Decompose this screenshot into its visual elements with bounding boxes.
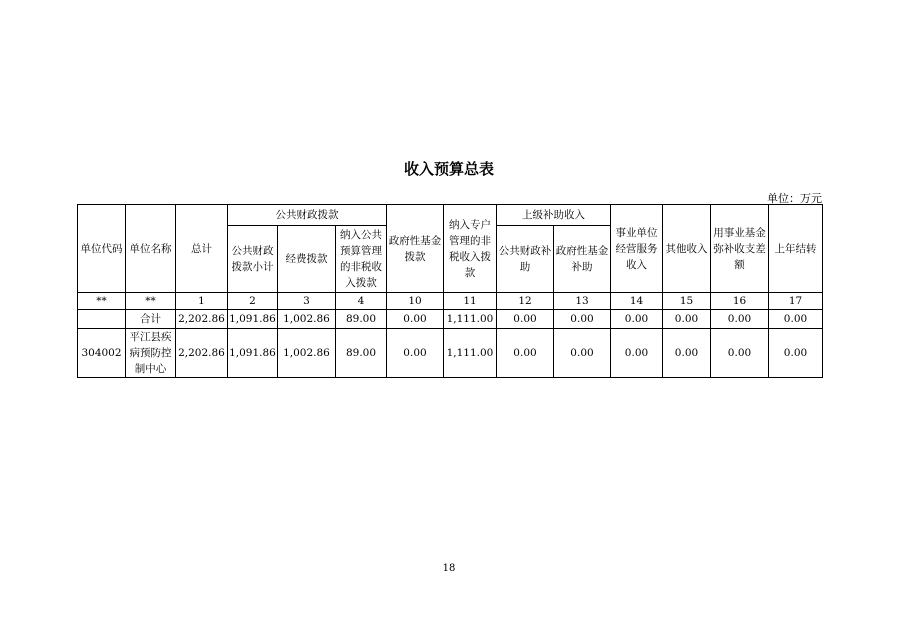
total-value-cell: 0.00 (663, 310, 711, 329)
total-value-cell: 1,002.86 (278, 310, 336, 329)
total-value-cell: 0.00 (711, 310, 769, 329)
header-prior-year-carryover: 上年结转 (769, 205, 823, 293)
total-value-cell: 0.00 (497, 310, 554, 329)
value-cell: 0.00 (554, 329, 611, 378)
total-value-cell: 2,202.86 (176, 310, 228, 329)
value-cell: 0.00 (769, 329, 823, 378)
page-number: 18 (442, 563, 456, 574)
unit-code-cell: 304002 (78, 329, 126, 378)
index-cell: 11 (444, 293, 497, 310)
index-cell: 15 (663, 293, 711, 310)
total-code-cell (78, 310, 126, 329)
index-cell: 16 (711, 293, 769, 310)
index-cell: 14 (611, 293, 663, 310)
total-value-cell: 89.00 (336, 310, 387, 329)
page-title: 收入预算总表 (403, 160, 494, 178)
income-budget-table (77, 204, 823, 378)
value-cell: 1,091.86 (228, 329, 278, 378)
header-superior-subsidy: 上级补助收入 (497, 205, 611, 226)
total-label: 合计 (126, 310, 176, 329)
header-special-account-nontax: 纳入专户管理的非税收入拨款 (444, 205, 497, 293)
unit-name-cell: 平江县疾病预防控制中心 (126, 329, 176, 378)
header-nontax-in-budget: 纳入公共预算管理的非税收入拨款 (336, 226, 387, 293)
header-total: 总计 (176, 205, 228, 293)
value-cell: 0.00 (663, 329, 711, 378)
header-unit-name: 单位名称 (126, 205, 176, 293)
header-row-1 (78, 205, 823, 226)
header-operating-funds: 经费拨款 (278, 226, 336, 293)
index-cell: 2 (228, 293, 278, 310)
table-row (78, 329, 823, 378)
header-fund-supplement: 用事业基金弥补收支差额 (711, 205, 769, 293)
header-unit-code: 单位代码 (78, 205, 126, 293)
value-cell: 2,202.86 (176, 329, 228, 378)
total-value-cell: 1,091.86 (228, 310, 278, 329)
index-cell: 4 (336, 293, 387, 310)
value-cell: 1,002.86 (278, 329, 336, 378)
index-cell: 12 (497, 293, 554, 310)
index-cell: 10 (387, 293, 444, 310)
index-cell: 1 (176, 293, 228, 310)
unit-label: 单位：万元 (767, 192, 822, 205)
header-other-income: 其他收入 (663, 205, 711, 293)
value-cell: 0.00 (711, 329, 769, 378)
index-row (78, 293, 823, 310)
total-value-cell: 0.00 (387, 310, 444, 329)
value-cell: 89.00 (336, 329, 387, 378)
index-cell: 3 (278, 293, 336, 310)
index-cell: ** (78, 293, 126, 310)
header-business-income: 事业单位经营服务收入 (611, 205, 663, 293)
total-row (78, 310, 823, 329)
index-cell: 17 (769, 293, 823, 310)
total-value-cell: 1,111.00 (444, 310, 497, 329)
total-value-cell: 0.00 (769, 310, 823, 329)
header-public-finance: 公共财政拨款 (228, 205, 387, 226)
total-value-cell: 0.00 (611, 310, 663, 329)
value-cell: 0.00 (387, 329, 444, 378)
header-superior-public-finance: 公共财政补助 (497, 226, 554, 293)
value-cell: 0.00 (497, 329, 554, 378)
header-superior-gov-fund: 政府性基金补助 (554, 226, 611, 293)
header-gov-fund: 政府性基金拨款 (387, 205, 444, 293)
index-cell: ** (126, 293, 176, 310)
total-value-cell: 0.00 (554, 310, 611, 329)
value-cell: 1,111.00 (444, 329, 497, 378)
value-cell: 0.00 (611, 329, 663, 378)
header-public-finance-subtotal: 公共财政拨款小计 (228, 226, 278, 293)
index-cell: 13 (554, 293, 611, 310)
